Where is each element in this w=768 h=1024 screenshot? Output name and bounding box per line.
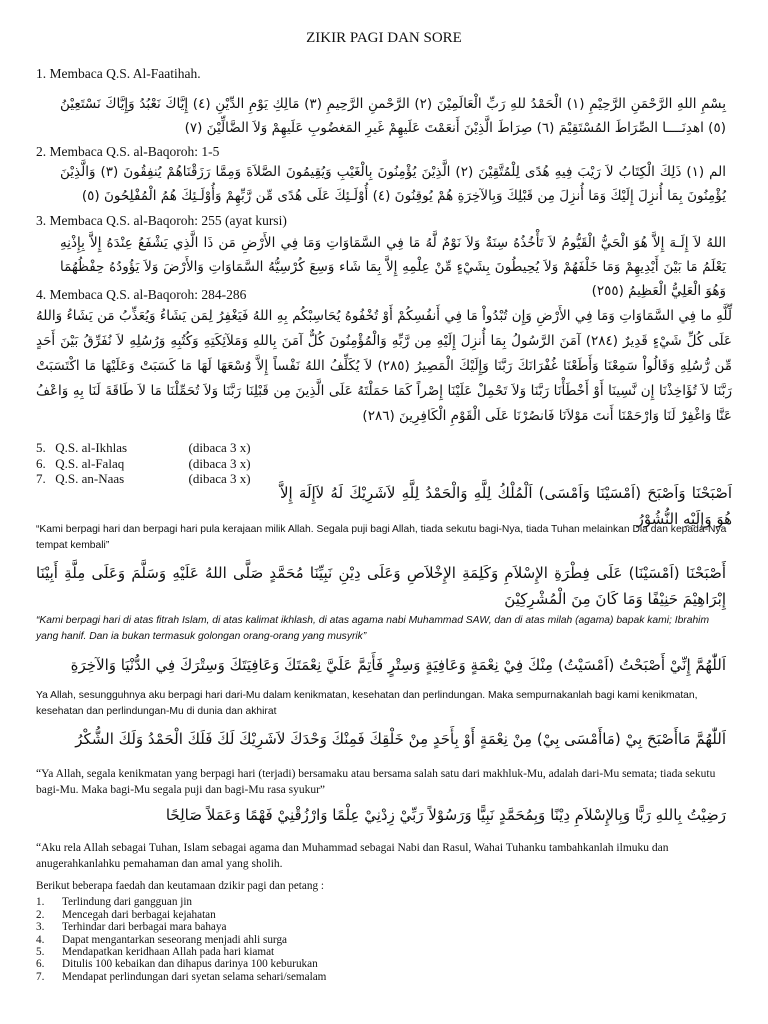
- surah-number: 5.: [36, 440, 46, 455]
- surah-item: [36, 440, 251, 455]
- section-arabic-2: الم (١) ذَلِكَ الْكِتَابُ لاَ رَيْبَ فِيهِ هُدًى لِلْمُتَّقِيْنَ (٢) الَّذِيْنَ يُؤْمِنُونَ بِالْغَيْبِ وَيُقِيمُونَ الصَّلاَةَ وَمِمَّا رَزَقْنَاهُمْ يُنفِقُونَ (٣) وَالَّذِيْنَ يُؤْمِنُونَ بِمَا أُنزِلَ إِلَيْكَ وَمَا أُنزِلَ مِن قَبْلِكَ وَبِالآخِرَةِ هُمْ يُوقِنُونَ (٤) أُوْلَـئِكَ عَلَى هُدًى مِّن رَّبِّهِمْ وَأُوْلَـئِكَ هُمُ الْمُفْلِحُونَ (٥): [60, 164, 727, 204]
- prayer-arabic-2: أَصْبَحْنَا (اَمْسَيْنَا) عَلَى فِطْرَةِ الإِسْلاَمِ وَكَلِمَةِ الإِخْلاَصِ وَعَلَى دِيْنِ نَبِيِّنَا مُحَمَّدٍ صَلَّى اللهُ عَلَيْهِ وَسَلَّمَ وَعَلَى مِلَّةِ أَبِيْنَا إِبْرَاهِيْمَ حَنِيْفًا وَمَا كَانَ مِنَ الْمُشْرِكِيْنَ: [36, 564, 726, 608]
- prayer-translation-2: “Kami berpagi hari di atas fitrah Islam, di atas kalimat ikhlash, di atas agama nabi Muhammad SAW, dan di atas milah (agama) bapak kami; Ibrahim yang hanif. Dan ia bukan termasuk golongan orang-orang yang musyrik”: [36, 615, 710, 642]
- surah-item: [36, 471, 251, 486]
- benefit-text: Mendapatkan keridhaan Allah pada hari kiamat: [62, 946, 275, 959]
- prayer-arabic-3: اَللّٰهُمَّ إِنِّيْ أَصْبَحْتُ (اَمْسَيْتُ) مِنْكَ فِيْ نِعْمَةٍ وَعَافِيَةٍ وَسِتْرٍ فَأَتِمَّ عَلَيَّ نِعْمَتَكَ وَعَافِيَتَكَ وَسِتْرَكَ فِي الدُّنْيَا وَالآخِرَةِ: [70, 656, 726, 674]
- benefit-item: [36, 909, 326, 921]
- benefit-number: 3.: [36, 921, 45, 934]
- benefit-number: 6.: [36, 958, 45, 971]
- benefit-text: Ditulis 100 kebaikan dan dihapus darinya 100 keburukan: [62, 958, 318, 971]
- benefit-item: [36, 896, 326, 908]
- prayer-arabic-5: رَضِيْتُ بِاللهِ رَبًّا وَبِالإِسْلاَمِ دِيْنًا وَبِمُحَمَّدٍ نَبِيًّا وَرَسُوْلاً رَبِّيْ زِدْنِيْ عِلْمًا وَارْزُقْنِيْ فَهْمًا وَعَمَلاً صَالِحًا: [165, 806, 726, 824]
- surah-number: 6.: [36, 456, 46, 471]
- section-heading-3: 3. Membaca Q.S. al-Baqoroh: 255 (ayat kursi): [36, 213, 287, 228]
- benefit-text: Terhindar dari berbagai mara bahaya: [62, 921, 227, 934]
- prayer-arabic-4: اَللّٰهُمَّ مَاأَصْبَحَ بِيْ (مَاأَمْسَى بِيْ) مِنْ نِعْمَةٍ أَوْ بِأَحَدٍ مِنْ خَلْقِكَ فَمِنْكَ وَحْدَكَ لاَشَرِيْكَ لَكَ فَلَكَ الْحَمْدُ وَلَكَ الشُّكْرُ: [75, 730, 726, 748]
- prayer-translation-3: Ya Allah, sesungguhnya aku berpagi hari dari-Mu dalam kenikmatan, kesehatan dan perlindungan. Maka sempurnakanlah bagi kami kenikmatan, kesehatan dan perlindungan-Mu di dunia dan akhirat: [36, 690, 698, 717]
- benefit-number: 5.: [36, 946, 45, 959]
- benefit-text: Mendapat perlindungan dari syetan selama sehari/semalam: [62, 970, 327, 983]
- section-heading-1: 1. Membaca Q.S. Al-Faatihah.: [36, 66, 201, 81]
- benefit-item: [36, 971, 326, 983]
- benefit-item: [36, 921, 326, 933]
- surah-item: [36, 456, 251, 471]
- surah-note: (dibaca 3 x): [188, 456, 251, 471]
- section-heading-4: 4. Membaca Q.S. al-Baqoroh: 284-286: [36, 287, 247, 302]
- surah-note: (dibaca 3 x): [188, 440, 251, 455]
- benefit-text: Terlindung dari gangguan jin: [62, 896, 193, 909]
- benefit-item: [36, 934, 326, 946]
- section-arabic-3: اللهُ لاَ إِلَـهَ إِلاَّ هُوَ الْحَيُّ الْقَيُّومُ لاَ تَأْخُذُهُ سِنَةٌ وَلاَ نَوْمٌ لَّهُ مَا فِي السَّمَاوَاتِ وَمَا فِي الأَرْضِ مَن ذَا الَّذِي يَشْفَعُ عِنْدَهُ إِلاَّ بِإِذْنِهِ يَعْلَمُ مَا بَيْنَ أَيْدِيهِمْ وَمَا خَلْفَهُمْ وَلاَ يُحِيطُونَ بِشَيْءٍ مِّنْ عِلْمِهِ إِلاَّ بِمَا شَاء وَسِعَ كُرْسِيُّهُ السَّمَاوَاتِ وَالأَرْضَ وَلاَ يَؤُودُهُ حِفْظُهُمَا وَهُوَ الْعَلِيُّ الْعَظِيمُ (٢٥٥): [60, 235, 726, 299]
- benefit-text: Mencegah dari berbagai kejahatan: [62, 908, 216, 921]
- benefits-intro: Berikut beberapa faedah dan keutamaan dzikir pagi dan petang :: [36, 880, 324, 892]
- prayer-translation-4: “Ya Allah, segala kenikmatan yang berpagi hari (terjadi) bersamaku atau bersama salah satu dari makhluk-Mu, adalah dari-Mu semata; tiada sekutu bagi-Mu. Maka bagi-Mu segala puji dan bagi-Mu rasa syukur”: [36, 768, 716, 796]
- section-arabic-1: بِسْمِ اللهِ الرَّحْمَنِ الرَّحِيْمِ (١) الْحَمْدُ للهِ رَبِّ الْعَالَمِيْنَ (٢) الرَّحْمنِ الرَّحِيمِ (٣) مَالِكِ يَوْمِ الدِّيْنِ (٤) إِيَّاكَ نَعْبُدُ وَإِيَّاكَ نَسْتَعِيْنُ (٥) اهدِنَــــا الصِّرَاطَ المُسْتَقِيْمَ (٦) صِرَاطَ الَّذِيْنَ أَنعَمْتَ عَلَيهِمْ غَيرِ المَغضُوبِ عَلَيهِمْ وَلاَ الضَّالِّيْنَ (٧): [60, 96, 726, 136]
- benefits-list: [36, 880, 326, 983]
- benefit-item: [36, 958, 326, 970]
- benefit-item: [36, 946, 326, 958]
- benefit-number: 1.: [36, 896, 45, 909]
- section-arabic-4: لِّلَّهِ ما فِي السَّمَاوَاتِ وَمَا فِي الأَرْضِ وَإِن تُبْدُواْ مَا فِي أَنفُسِكُمْ أَوْ تُخْفُوهُ يُحَاسِبْكُم بِهِ اللهُ فَيَغْفِرُ لِمَن يَشَاءُ وَيُعَذِّبُ مَن يَشَاءُ وَاللهُ عَلَى كُلِّ شَيْءٍ قَدِيرٌ (٢٨٤) آمَنَ الرَّسُولُ بِمَا أُنزِلَ إِلَيْهِ مِن رَّبِّهِ وَالْمُؤْمِنُونَ كُلٌّ آمَنَ بِاللهِ وَمَلآئِكَتِهِ وَكُتُبِهِ وَرُسُلِهِ لاَ نُفَرِّقُ بَيْنَ أَحَدٍ مِّن رُّسُلِهِ وَقَالُواْ سَمِعْنَا وَأَطَعْنَا غُفْرَانَكَ رَبَّنَا وَإِلَيْكَ الْمَصِيرُ (٢٨٥) لاَ يُكَلِّفُ اللهُ نَفْساً إِلاَّ وُسْعَهَا لَهَا مَا كَسَبَتْ وَعَلَيْهَا مَا اكْتَسَبَتْ رَبَّنَا لاَ تُؤَاخِذْنَا إِن نَّسِينَا أَوْ أَخْطَأْنَا رَبَّنَا وَلاَ تَحْمِلْ عَلَيْنَا إِصْراً كَمَا حَمَلْتَهُ عَلَى الَّذِينَ مِن قَبْلِنَا رَبَّنَا وَلاَ تُحَمِّلْنَا مَا لاَ طَاقَةَ لَنَا بِهِ وَاعْفُ عَنَّا وَاغْفِرْ لَنَا وَارْحَمْنَا أَنتَ مَوْلاَنَا فَانصُرْنَا عَلَى الْقَوْمِ الْكَافِرِينَ (٢٨٦): [36, 308, 733, 424]
- benefit-number: 4.: [36, 933, 45, 946]
- benefit-number: 7.: [36, 970, 45, 983]
- prayer-arabic-1: اَصْبَحْنَا وَاَصْبَحَ (اَمْسَيْنَا وَاَمْسَى) اَلْمُلْكُ لِلَّهِ وَالْحَمْدُ لِلَّهِ لاَشَرِيْكَ لَهُ لاَإِلَهَ إِلاَّ هُوَ وَإِلَيْهِ النُّشُوْرُ: [280, 484, 732, 528]
- surah-number: 7.: [36, 471, 46, 486]
- prayer-translation-1: “Kami berpagi hari dan berpagi hari pula kerajaan milik Allah. Segala puji bagi Allah, tiada sekutu bagi-Nya, tiada Tuhan melainkan Dia dan kepada-Nya tempat kembali”: [36, 524, 727, 551]
- section-heading-2: 2. Membaca Q.S. al-Baqoroh: 1-5: [36, 144, 220, 159]
- surah-name: Q.S. an-Naas: [55, 471, 125, 486]
- surah-name: Q.S. al-Ikhlas: [55, 440, 128, 455]
- benefit-number: 2.: [36, 908, 45, 921]
- surah-name: Q.S. al-Falaq: [55, 456, 125, 471]
- prayer-translation-5: “Aku rela Allah sebagai Tuhan, Islam sebagai agama dan Muhammad sebagai Nabi dan Rasul, Wahai Tuhanku tambahkanlah ilmuku dan anugerahkanlahku pemahaman dan amal yang sholih.: [36, 842, 669, 870]
- surah-note: (dibaca 3 x): [188, 471, 251, 486]
- benefit-text: Dapat mengantarkan seseorang menjadi ahli surga: [62, 933, 288, 946]
- page-title: ZIKIR PAGI DAN SORE: [306, 30, 462, 46]
